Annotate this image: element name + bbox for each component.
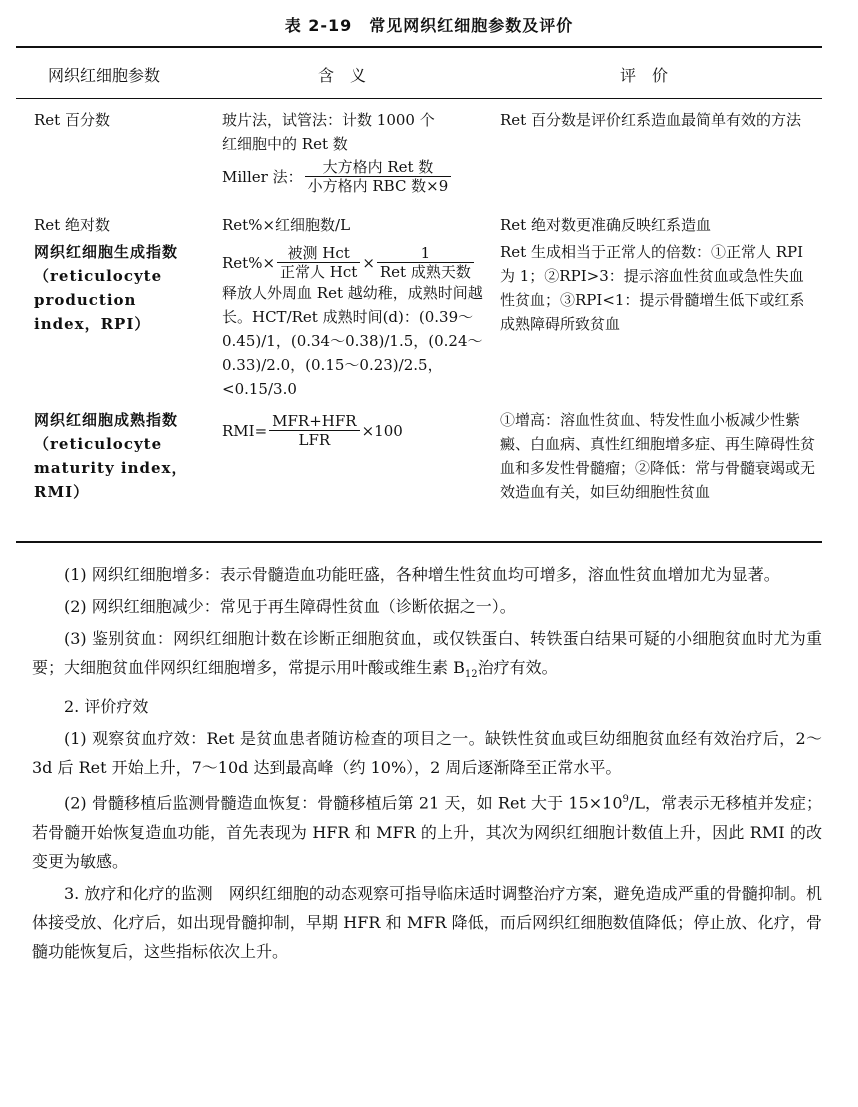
- heading-evaluate-efficacy: 2. 评价疗效: [64, 697, 149, 717]
- rpi-fraction-hct: [277, 244, 360, 281]
- paragraph-anemia-differentiation: [32, 624, 822, 689]
- paragraph-reticulocyte-increase: (1) 网织红细胞增多：表示骨髓造血功能旺盛，各种增生性贫血均可增多，溶血性贫血增加尤为显著。: [64, 565, 780, 584]
- rmi-denominator: LFR: [298, 431, 331, 449]
- table-caption: 表 2-19 常见网织红细胞参数及评价: [284, 16, 574, 35]
- row3-param: 网织红细胞生成指数（reticulocyte production index，RPI）: [34, 243, 179, 333]
- row3-meaning: [222, 244, 484, 401]
- rpi-hct-denominator: 正常人 Hct: [280, 263, 358, 281]
- rpi-prefix: Ret%×: [222, 253, 276, 272]
- rmi-formula: [222, 412, 484, 449]
- paragraph-anemia-efficacy: (1) 观察贫血疗效：Ret 是贫血患者随访检查的项目之一。缺铁性贫血或巨幼细胞贫血经有效治疗后，2～3d 后 Ret 开始上升，7～10d 达到最高峰（约 10%），2 周后逐渐降至正常水平。: [32, 729, 822, 778]
- p5-superscript: 9: [622, 794, 629, 806]
- row1-evaluation: Ret 百分数是评价红系造血最简单有效的方法: [500, 111, 801, 129]
- p3-text-pre: (3) 鉴别贫血：网织红细胞计数在诊断正细胞贫血，或仅铁蛋白、转铁蛋白结果可疑的小细胞贫血时尤为重要；大细胞贫血伴网织红细胞增多，常提示用叶酸或维生素 B: [32, 629, 822, 677]
- row2-param: Ret 绝对数: [34, 216, 110, 234]
- row4-param: 网织红细胞成熟指数（reticulocyte maturity index，RMI）: [34, 411, 188, 501]
- row1-meaning-line1: 玻片法，试管法：计数 1000 个: [222, 111, 435, 129]
- miller-denominator: 小方格内 RBC 数×9: [307, 177, 449, 195]
- rpi-fraction-maturation: [377, 244, 474, 281]
- rmi-suffix: ×100: [361, 421, 403, 440]
- rmi-fraction: [269, 412, 359, 449]
- p3-subscript: 12: [464, 669, 478, 681]
- row1-meaning-line2: 红细胞中的 Ret 数: [222, 135, 348, 153]
- rpi-formula: [222, 244, 484, 281]
- rmi-numerator: MFR+HFR: [269, 412, 359, 431]
- row2-evaluation: Ret 绝对数更准确反映红系造血: [500, 216, 711, 234]
- miller-formula: [222, 158, 484, 195]
- table-header-rule: [16, 98, 822, 99]
- rpi-maturation-numerator: 1: [377, 244, 474, 263]
- row1-param: Ret 百分数: [34, 111, 110, 129]
- paragraph-chemo-monitoring: 3. 放疗和化疗的监测 网织红细胞的动态观察可指导临床适时调整治疗方案，避免造成严重的骨髓抑制。机体接受放、化疗后，如出现骨髓抑制，早期 HFR 和 MFR 降低，而后网织红细胞数值降低；停止放、化疗，骨髓功能恢复后，这些指标依次上升。: [32, 883, 822, 961]
- table-bottom-rule: [16, 541, 822, 543]
- rpi-hct-numerator: 被测 Hct: [277, 244, 360, 263]
- row4-evaluation: ①增高：溶血性贫血、特发性血小板减少性紫癜、白血病、真性红细胞增多症、再生障碍性贫血和多发性骨髓瘤；②降低：常与骨髓衰竭或无效造血有关，如巨幼细胞性贫血: [500, 411, 816, 501]
- p5-text-pre: (2) 骨髓移植后监测骨髓造血恢复：骨髓移植后第 21 天，如 Ret 大于 15×10: [64, 793, 623, 813]
- rmi-prefix: RMI=: [222, 421, 268, 440]
- table-top-rule: [16, 46, 822, 48]
- paragraph-bone-marrow-transplant: [32, 785, 822, 875]
- row1-meaning: [222, 108, 484, 195]
- rpi-times: ×: [362, 253, 375, 272]
- row3-evaluation: Ret 生成相当于正常人的倍数：①正常人 RPI 为 1；②RPI>3：提示溶血性贫血或急性失血性贫血；③RPI<1：提示骨髓增生低下或红系成熟障碍所致贫血: [500, 243, 805, 333]
- miller-fraction: [305, 158, 452, 195]
- rpi-maturation-denominator: Ret 成熟天数: [379, 263, 471, 281]
- header-evaluation: 评 价: [620, 66, 669, 85]
- paragraph-reticulocyte-decrease: (2) 网织红细胞减少：常见于再生障碍性贫血（诊断依据之一）。: [64, 597, 516, 616]
- row2-meaning: Ret%×红细胞数/L: [222, 216, 351, 234]
- miller-label: Miller 法：: [222, 167, 303, 186]
- miller-numerator: 大方格内 Ret 数: [305, 158, 452, 177]
- header-param: 网织红细胞参数: [48, 66, 161, 85]
- p3-text-post: 治疗有效。: [477, 658, 558, 677]
- header-meaning: 含 义: [318, 66, 367, 85]
- row4-meaning: [222, 412, 484, 449]
- p5-text-post: /L，常表示无移植并发症；若骨髓开始恢复造血功能，首先表现为 HFR 和 MFR 的上升，其次为网织红细胞计数值上升，因此 RMI 的改变更为敏感。: [32, 793, 822, 871]
- body-text: [32, 560, 822, 969]
- rpi-meaning-text: 释放人外周血 Ret 越幼稚，成熟时间越长。HCT/Ret 成熟时间(d)：(0.39～0.45)/1，(0.34～0.38)/1.5，(0.24～0.33)/2.0，(0.15～0.23)/2.5，<0.15/3.0: [222, 284, 483, 398]
